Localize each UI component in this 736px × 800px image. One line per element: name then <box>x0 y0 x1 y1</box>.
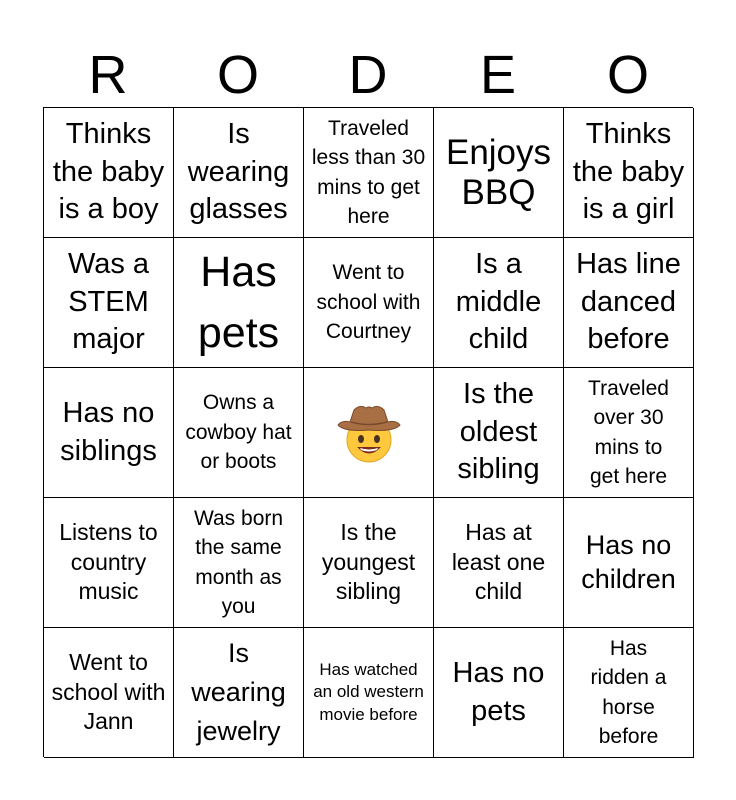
cell-label: Has at least one child <box>451 518 546 605</box>
bingo-cell[interactable] <box>564 108 694 238</box>
bingo-cell[interactable] <box>434 108 564 238</box>
cell-label: Is the oldest sibling <box>457 377 540 486</box>
bingo-cell[interactable] <box>44 368 174 498</box>
bingo-cell[interactable] <box>564 628 694 758</box>
bingo-cell[interactable] <box>564 498 694 628</box>
bingo-cell[interactable] <box>44 498 174 628</box>
bingo-cell[interactable] <box>174 368 304 498</box>
cell-label: Is a middle child <box>455 247 542 356</box>
header-letter-o: O <box>216 45 259 105</box>
cell-label: Is wearing jewelry <box>191 637 286 747</box>
cell-label: Has no pets <box>452 656 545 727</box>
header-letter-e: E <box>479 45 517 105</box>
bingo-cell[interactable] <box>304 238 434 368</box>
cell-label: Has no children <box>581 529 676 594</box>
cell-label: Thinks the baby is a boy <box>52 117 165 226</box>
bingo-cell[interactable] <box>564 238 694 368</box>
bingo-cell[interactable] <box>434 498 564 628</box>
bingo-cell[interactable] <box>434 628 564 758</box>
header-letter-o-2: O <box>606 45 649 105</box>
bingo-cell[interactable] <box>174 628 304 758</box>
bingo-board <box>43 107 693 757</box>
cell-label: Has line danced before <box>576 247 681 356</box>
cell-label: Owns a cowboy hat or boots <box>185 391 292 474</box>
cowboy-hat-face-icon <box>334 398 404 468</box>
bingo-cell[interactable] <box>304 108 434 238</box>
free-space[interactable] <box>304 368 434 498</box>
bingo-header <box>43 44 693 106</box>
bingo-cell[interactable] <box>174 108 304 238</box>
cell-label: Was a STEM major <box>67 247 150 356</box>
bingo-cell[interactable] <box>44 108 174 238</box>
header-letter-r: R <box>88 45 128 105</box>
bingo-cell[interactable] <box>174 498 304 628</box>
cell-label: Went to school with Jann <box>51 648 166 735</box>
bingo-cell[interactable] <box>434 368 564 498</box>
cell-label: Has watched an old western movie before <box>313 659 424 724</box>
cell-label: Has pets <box>197 248 280 357</box>
cell-label: Is the youngest sibling <box>321 518 416 605</box>
cell-label: Is wearing glasses <box>187 117 290 226</box>
bingo-cell[interactable] <box>44 238 174 368</box>
bingo-cell[interactable] <box>304 498 434 628</box>
header-letter-d: D <box>348 45 388 105</box>
cell-label: Was born the same month as you <box>193 506 284 618</box>
cell-label: Thinks the baby is a girl <box>572 117 685 226</box>
cell-label: Went to school with Courtney <box>316 261 421 344</box>
bingo-cell[interactable] <box>304 628 434 758</box>
cell-label: Enjoys BBQ <box>445 132 552 212</box>
bingo-cell[interactable] <box>174 238 304 368</box>
bingo-cell[interactable] <box>44 628 174 758</box>
bingo-cell[interactable] <box>564 368 694 498</box>
cell-label: Traveled less than 30 mins to get here <box>311 116 426 228</box>
cell-label: Listens to country music <box>59 518 158 605</box>
cell-label: Has ridden a horse before <box>590 636 667 748</box>
cell-label: Traveled over 30 mins to get here <box>588 376 669 488</box>
bingo-cell[interactable] <box>434 238 564 368</box>
cell-label: Has no siblings <box>60 396 157 467</box>
